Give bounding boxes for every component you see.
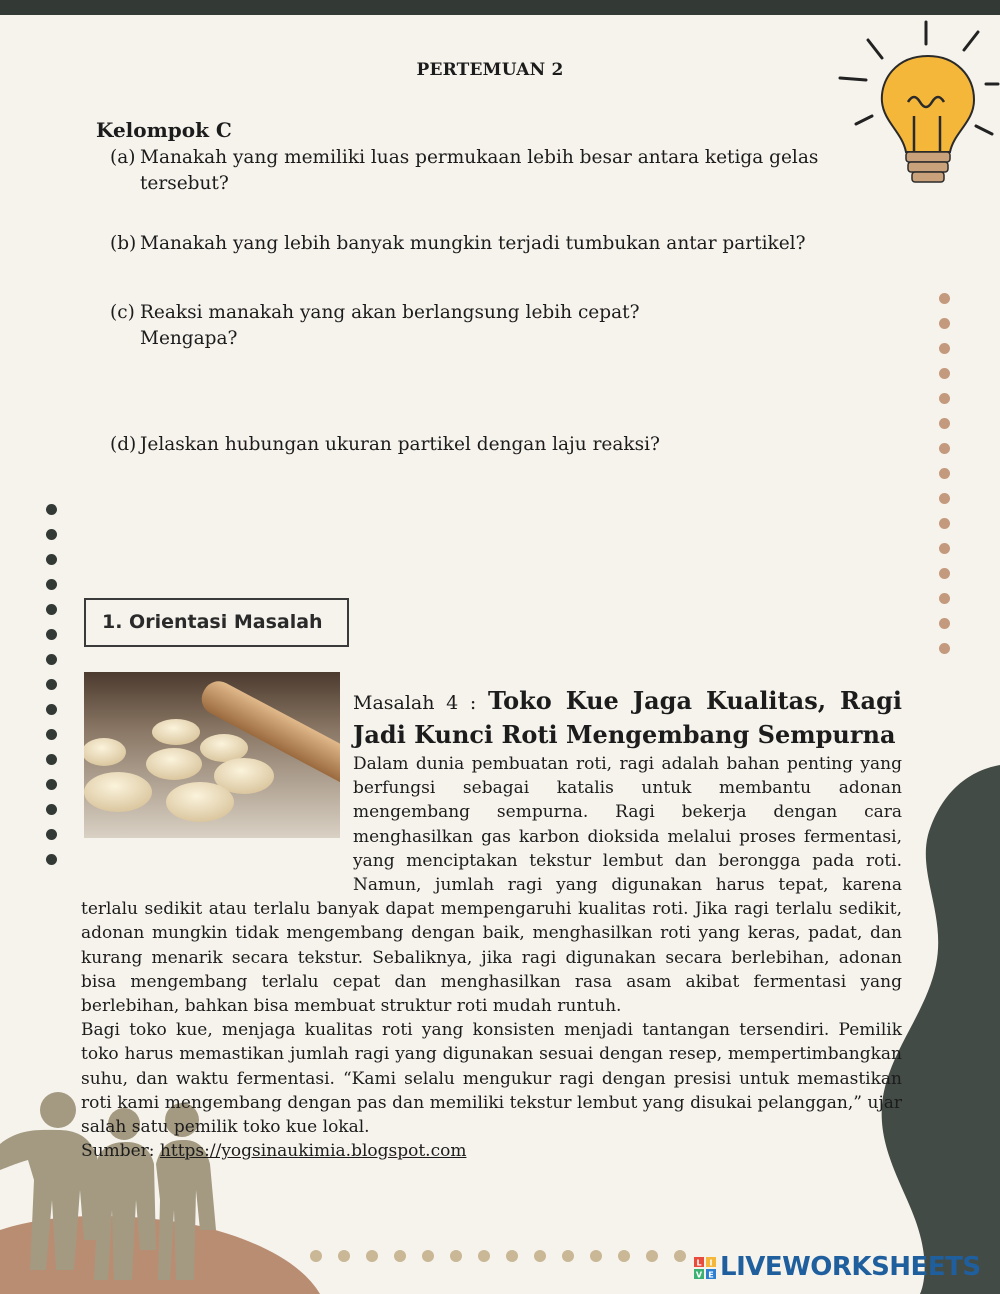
decorative-dot (939, 493, 950, 504)
decorative-dot (46, 779, 57, 790)
decorative-dot (562, 1250, 574, 1262)
decorative-dot (422, 1250, 434, 1262)
decorative-dot (46, 829, 57, 840)
decorative-dot (674, 1250, 686, 1262)
decorative-dot (939, 543, 950, 554)
decorative-dot (939, 418, 950, 429)
question-text: Reaksi manakah yang akan berlangsung lebih cepat? (140, 302, 640, 323)
article-source (81, 1139, 902, 1163)
decorative-dot (939, 468, 950, 479)
question-text-continued: Mengapa? (140, 328, 238, 349)
decorative-dot (939, 343, 950, 354)
decorative-dot (46, 579, 57, 590)
decorative-dot (46, 754, 57, 765)
page-title: PERTEMUAN 2 (416, 60, 564, 80)
lightbulb-icon (836, 20, 1000, 195)
liveworksheets-brand[interactable] (720, 1252, 981, 1282)
question-label: (d) (110, 434, 137, 455)
question-label: (a) (110, 147, 136, 168)
decorative-dot (939, 618, 950, 629)
problem-number: Masalah 4 : (353, 692, 488, 714)
decorative-dot (478, 1250, 490, 1262)
question-c (110, 300, 639, 352)
decorative-dot (939, 643, 950, 654)
decorative-dot (450, 1250, 462, 1262)
source-link[interactable]: https://yogsinaukimia.blogspot.com (159, 1141, 467, 1162)
decorative-dot (939, 393, 950, 404)
brand-name: LIVEWORKSHEETS (720, 1252, 981, 1282)
section-heading-box: 1. Orientasi Masalah (84, 598, 349, 647)
decorative-dot (46, 704, 57, 715)
decorative-dot (46, 679, 57, 690)
decorative-dot (366, 1250, 378, 1262)
top-band (0, 0, 1000, 15)
logo-letter-e: E (708, 1270, 714, 1279)
decorative-dot (618, 1250, 630, 1262)
decorative-dot (939, 518, 950, 529)
decorative-dot (506, 1250, 518, 1262)
article-headline: Toko Kue Jaga Kualitas, Ragi Jadi Kunci Roti Mengembang Sempurna (353, 686, 902, 749)
decorative-dot (338, 1250, 350, 1262)
decorative-dot (646, 1250, 658, 1262)
decorative-dot (46, 654, 57, 665)
decorative-dot (939, 293, 950, 304)
decorative-dot (590, 1250, 602, 1262)
decorative-dot (46, 529, 57, 540)
logo-letter-i: I (709, 1258, 713, 1268)
decorative-dot (939, 368, 950, 379)
logo-letter-l: L (696, 1258, 702, 1268)
decorative-dot (534, 1250, 546, 1262)
decorative-dot (46, 604, 57, 615)
article-paragraph-2: Bagi toko kue, menjaga kualitas roti yang konsisten menjadi tantangan tersendiri. Pemilik toko harus memastikan jumlah ragi yang digunakan sesuai dengan resep, mempertimbangkan suhu, dan waktu fermentasi. “Kami selalu mengukur ragi dengan presisi untuk memastikan roti kami mengembang dengan pas dan memiliki tekstur lembut yang disukai pelanggan,” ujar salah satu pemilik toko kue lokal. (81, 1020, 902, 1138)
decorative-dot (939, 318, 950, 329)
question-text: Manakah yang memiliki luas permukaan lebih besar antara ketiga gelas (140, 147, 819, 168)
question-label: (c) (110, 302, 135, 323)
decorative-dot (939, 593, 950, 604)
question-text: Manakah yang lebih banyak mungkin terjadi tumbukan antar partikel? (140, 233, 806, 254)
question-text: Jelaskan hubungan ukuran partikel dengan laju reaksi? (140, 434, 660, 455)
article-paragraph-1: Dalam dunia pembuatan roti, ragi adalah bahan penting yang berfungsi sebagai katalis untuk membantu adonan mengembang sempurna. Ragi bekerja dengan cara menghasilkan gas karbon dioksida melalui proses fermentasi, yang menciptakan tekstur lembut dan berongga pada roti. Namun, jumlah ragi yang digunakan harus tepat, karena terlalu sedikit atau terlalu banyak dapat mempengaruhi kualitas roti. Jika ragi terlalu sedikit, adonan mungkin tidak mengembang dengan baik, menghasilkan roti yang keras, padat, dan kurang menarik secara tekstur. Sebaliknya, jika ragi digunakan secara berlebihan, adonan bisa mengembang terlalu cepat dan menghasilkan rasa asam akibat fermentasi yang berlebihan, bahkan bisa membuat struktur roti mudah runtuh. (81, 754, 902, 1017)
logo-letter-v: V (695, 1270, 703, 1279)
decorative-dot (939, 568, 950, 579)
question-a (110, 145, 818, 197)
group-title: Kelompok C (96, 118, 232, 142)
decorative-dot (46, 854, 57, 865)
decorative-dot (46, 504, 57, 515)
decorative-dot (310, 1250, 322, 1262)
liveworksheets-logo-icon (694, 1257, 716, 1279)
question-text-continued: tersebut? (140, 173, 229, 194)
question-d (110, 432, 660, 458)
decorative-dot (46, 629, 57, 640)
source-label: Sumber: (81, 1141, 160, 1162)
question-label: (b) (110, 233, 137, 254)
decorative-dot (46, 554, 57, 565)
article (81, 684, 902, 1163)
decorative-dot (46, 804, 57, 815)
decorative-dot (46, 729, 57, 740)
decorative-dot (394, 1250, 406, 1262)
decorative-dot (939, 443, 950, 454)
question-b (110, 231, 806, 257)
